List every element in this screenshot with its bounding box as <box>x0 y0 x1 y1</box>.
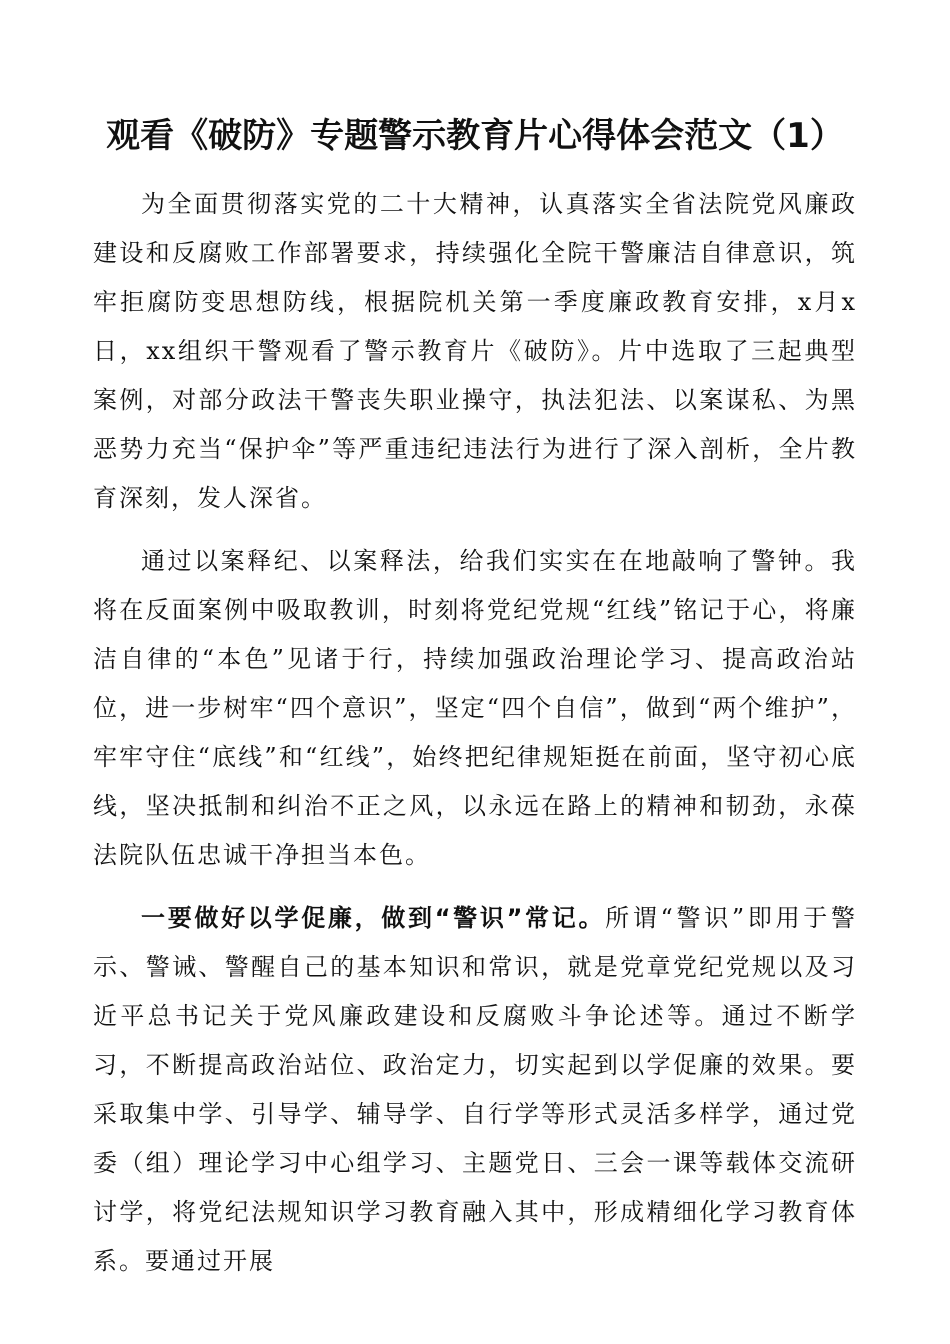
paragraph-point-one <box>93 894 857 1286</box>
paragraph-reflection-text: 通过以案释纪、以案释法，给我们实实在在地敲响了警钟。我将在反面案例中吸取教训，时刻将党纪党规“红线”铭记于心，将廉洁自律的“本色”见诸于行，持续加强政治理论学习、提高政治站位，进一步树牢“四个意识”，坚定“四个自信”，做到“两个维护”，牢牢守住“底线”和“红线”，始终把纪律规矩挺在前面，坚守初心底线，坚决抵制和纠治不正之风，以永远在路上的精神和韧劲，永葆法院队伍忠诚干净担当本色。 <box>93 547 857 869</box>
paragraph-point-one-heading: 一要做好以学促廉，做到“警识”常记。 <box>141 904 606 932</box>
document-title: 观看《破防》专题警示教育片心得体会范文（1） <box>106 116 844 156</box>
paragraph-reflection <box>93 537 857 880</box>
paragraph-intro-text: 为全面贯彻落实党的二十大精神，认真落实全省法院党风廉政建设和反腐败工作部署要求，持续强化全院干警廉洁自律意识，筑牢拒腐防变思想防线，根据院机关第一季度廉政教育安排，x月x日，xx组织干警观看了警示教育片《破防》。片中选取了三起典型案例，对部分政法干警丧失职业操守，执法犯法、以案谋私、为黑恶势力充当“保护伞”等严重违纪违法行为进行了深入剖析，全片教育深刻，发人深省。 <box>93 190 857 512</box>
paragraph-point-one-text: 所谓“警识”即用于警示、警诫、警醒自己的基本知识和常识，就是党章党纪党规以及习近平总书记关于党风廉政建设和反腐败斗争论述等。通过不断学习，不断提高政治站位、政治定力，切实起到以学促廉的效果。要采取集中学、引导学、辅导学、自行学等形式灵活多样学，通过党委（组）理论学习中心组学习、主题党日、三会一课等载体交流研讨学，将党纪法规知识学习教育融入其中，形成精细化学习教育体系。要通过开展 <box>93 904 857 1275</box>
document-body <box>93 180 857 1286</box>
paragraph-intro <box>93 180 857 523</box>
